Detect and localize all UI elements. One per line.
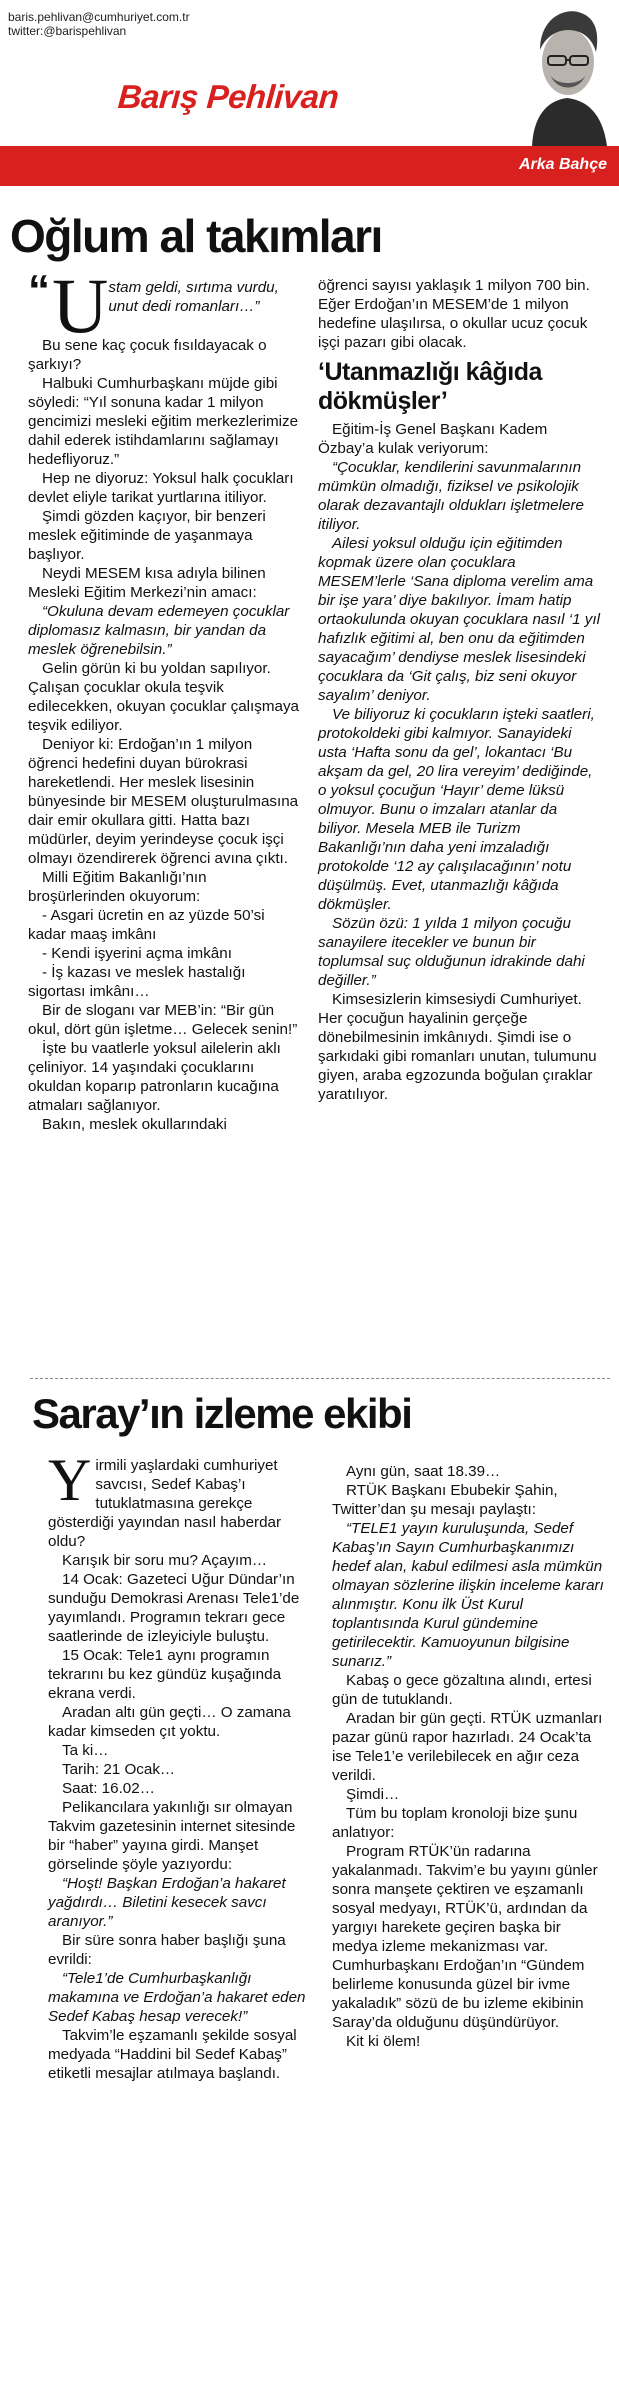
paragraph: Aradan bir gün geçti. RTÜK uzmanları pazar günü rapor hazırladı. 24 Ocak’ta ise Tele1’e verilebilecek en ağır ceza verildi. [332, 1710, 603, 1784]
paragraph: Milli Eğitim Bakanlığı’nın broşürlerinden okuyorum: [28, 869, 207, 905]
section-label: Arka Bahçe [518, 156, 607, 173]
second-article-title: Saray’ın izleme ekibi [32, 1390, 412, 1437]
paragraph: Neydi MESEM kısa adıyla bilinen Mesleki Eğitim Merkezi’nin amacı: [28, 565, 266, 601]
paragraph: Bu sene kaç çocuk fısıldayacak o şarkıyı? [28, 337, 267, 373]
article-title: Oğlum al takımları [10, 210, 382, 262]
quote-paragraph: Sözün özü: 1 yılda 1 milyon çocuğu sanayilere itecekler ve bunun bir toplumsal suç olduğunun idrakinde dahi değiller.” [318, 915, 585, 989]
list-item: - Asgari ücretin en az yüzde 50’si kadar maaş imkânı [28, 907, 265, 943]
drop-cap: U [52, 262, 109, 349]
contact-info [8, 10, 190, 38]
article2-column-left [48, 1447, 316, 2083]
paragraph: Halbuki Cumhurbaşkanı müjde gibi söyledi: “Yıl sonuna kadar 1 milyon gencimizi mesleki eğitim merkezlerimize dahil ederek istihdamlarını sağlamayı hedefliyoruz.” [28, 375, 299, 468]
paragraph: Saat: 16.02… [62, 1780, 155, 1797]
quote-paragraph: “Okuluna devam edemeyen çocuklar diplomasız kalmasın, bir yandan da meslek öğrenebilsin.” [28, 603, 290, 658]
article-divider [30, 1378, 610, 1380]
paragraph: Program RTÜK’ün radarına yakalanmadı. Takvim’e bu yayını günler sonra manşete çektiren ve eşzamanlı sosyal medyayı, RTÜK’ü, ardından da yargıyı harekete geçiren başka bir medya izleme mekanizması var. Cumhurbaşkanı Erdoğan’ın “Gündem belirleme konusunda güzel bir ivme yakaladık” sözü de bu izleme ekibinin Saray’da olduğunu düşündürüyor. [332, 1843, 598, 2031]
article1-column-right [318, 276, 602, 1104]
lead-paragraph [28, 262, 306, 349]
paragraph: Bir de sloganı var MEB’in: “Bir gün okul, dört gün işletme… Gelecek senin!” [28, 1002, 298, 1038]
quote-paragraph: “Tele1’de Cumhurbaşkanlığı makamına ve Erdoğan’a hakaret eden Sedef Kabaş hesap verecek!” [48, 1970, 306, 2025]
paragraph: Pelikancılara yakınlığı sır olmayan Takvim gazetesinin internet sitesinde bir “haber” yayına girdi. Manşet görselinde şöyle yazıyordu: [48, 1799, 296, 1873]
article1-column-left [28, 262, 306, 1134]
paragraph: Kabaş o gece gözaltına alındı, ertesi gün de tutuklandı. [332, 1672, 592, 1708]
paragraph: Aradan altı gün geçti… O zamana kadar kimseden çıt yoktu. [48, 1704, 291, 1740]
quote-paragraph: “Hoşt! Başkan Erdoğan’a hakaret yağdırdı… Biletini kesecek savcı aranıyor.” [48, 1875, 286, 1930]
author-twitter[interactable]: twitter:@barispehlivan [8, 24, 127, 38]
opening-quote-mark: “ [28, 266, 50, 315]
paragraph: Ta ki… [62, 1742, 109, 1759]
paragraph: Karışık bir soru mu? Açayım… [62, 1552, 268, 1569]
quote-paragraph: “TELE1 yayın kuruluşunda, Sedef Kabaş’ın Sayın Cumhurbaşkanımızı hedef alan, kabul edilmesi asla mümkün olmayan sözlerine ilişkin inceleme kararı alınmıştır. Konu ilk Üst Kurul toplantısında Kurul gündemine getirilecektir. Kamuoyunun bilgisine sunarız.” [332, 1520, 604, 1670]
list-item: - İş kazası ve meslek hastalığı sigortası imkânı… [28, 964, 246, 1000]
paragraph: Takvim’le eşzamanlı şekilde sosyal medyada “Haddini bil Sedef Kabaş” etiketli mesajlar atılmaya başlandı. [48, 2027, 297, 2082]
paragraph: Tüm bu toplam kronoloji bize şunu anlatıyor: [332, 1805, 578, 1841]
paragraph: Bir süre sonra haber başlığı şuna evrildi: [48, 1932, 286, 1968]
article2-column-right [332, 1462, 604, 2051]
author-email[interactable]: baris.pehlivan@cumhuriyet.com.tr [8, 10, 190, 24]
paragraph: 15 Ocak: Tele1 aynı programın tekrarını bu kez gündüz kuşağında ekrana verdi. [48, 1647, 282, 1702]
author-name: Barış Pehlivan [116, 78, 340, 115]
paragraph: Bakın, meslek okullarındaki [42, 1116, 227, 1133]
column-header [0, 0, 619, 188]
subheading: ‘Utanmazlığı kâğıda dökmüşler’ [318, 358, 542, 415]
paragraph: Şimdi… [346, 1786, 400, 1803]
quote-paragraph: Ve biliyoruz ki çocukların işteki saatleri, protokoldeki gibi kalmıyor. Sanayideki usta ‘Hafta sonu da gel’, lokantacı ‘Bu akşam da gel, 20 lira vereyim’ dediğinde, o yoksul çocuğun ‘Hayır’ deme lüksü olmuyor. Bunu o imzaları atanlar da biliyor. Mesela MEB ile Turizm Bakanlığı’nın daha yeni imzaladığı protokolde ‘12 ay çalışılacağının’ notu düşülmüş. Evet, utanmazlığı kâğıda dökmüşler. [318, 706, 595, 913]
list-item: - Kendi işyerini açma imkânı [42, 945, 232, 962]
paragraph: Hep ne diyoruz: Yoksul halk çocukları devlet eliyle tarikat yurtlarına itiliyor. [28, 470, 294, 506]
paragraph: Gelin görün ki bu yoldan sapılıyor. Çalışan çocuklar okula teşvik edilecekken, okuyan çocuklar çalışmaya teşvik ediliyor. [28, 660, 299, 734]
paragraph: Aynı gün, saat 18.39… [346, 1463, 501, 1480]
paragraph: 14 Ocak: Gazeteci Uğur Dündar’ın sunduğu Demokrasi Arenası Tele1’de yayımlandı. Programın tekrarı gece saatlerinde de izleyiciyle buluştu. [48, 1571, 300, 1645]
quote-paragraph: Ailesi yoksul olduğu için eğitimden kopmak üzere olan çocuklara MESEM’lerle ‘Sana diploma verelim ama bir işe yara’ diye bakılıyor. İmam hatip ortaokulunda okuyan çocuklara nasıl ‘1 yıl hafızlık eğitimi al, ben onu da eğitimden sayacağım’ dendiyse meslek lisesindeki çocuklara da ‘Git çalış, biz seni okuyor sayalım’ deniyor. [318, 535, 600, 704]
quote-paragraph: “Çocuklar, kendilerini savunmalarının mümkün olmadığı, fiziksel ve psikolojik olarak dezavantajlı oldukları işletmelere itiliyor. [318, 459, 584, 533]
paragraph: Şimdi gözden kaçıyor, bir benzeri meslek eğitiminde de yaşanmaya başlıyor. [28, 508, 266, 563]
paragraph: Kimsesizlerin kimsesiydi Cumhuriyet. Her çocuğun hayalinin gerçeğe dönebilmesinin imkânıydı. Şimdi ise o şarkıdaki gibi romanları unutan, tulumunu giyen, araba egzozunda boğulan çıraklar yaratılıyor. [318, 991, 597, 1103]
paragraph: Kit ki ölem! [346, 2033, 421, 2050]
author-photo [512, 0, 619, 146]
paragraph: irmili yaşlardaki cumhuriyet savcısı, Sedef Kabaş’ı tutuklatmasına gerekçe gösterdiği yayından nasıl haberdar oldu? [48, 1457, 282, 1550]
paragraph: İşte bu vaatlerle yoksul ailelerin aklı çeliniyor. 14 yaşındaki çocuklarını okuldan koparıp patronların kucağına atmaları sağlanıyor. [28, 1040, 281, 1114]
paragraph: RTÜK Başkanı Ebubekir Şahin, Twitter’dan şu mesajı paylaştı: [332, 1482, 558, 1518]
drop-cap: Y [48, 1447, 92, 1513]
paragraph: öğrenci sayısı yaklaşık 1 milyon 700 bin. Eğer Erdoğan’ın MESEM’de 1 milyon hedefine ulaşılırsa, o okullar ucuz çocuk işçi pazarı gibi olacak. [318, 277, 590, 351]
lead-text: stam geldi, sırtıma vurdu, unut dedi romanları…” [108, 279, 279, 315]
paragraph: Eğitim-İş Genel Başkanı Kadem Özbay’a kulak veriyorum: [318, 421, 548, 457]
paragraph: Tarih: 21 Ocak… [62, 1761, 176, 1778]
paragraph: Deniyor ki: Erdoğan’ın 1 milyon öğrenci hedefini duyan bürokrasi hareketlendi. Her meslek lisesinin bünyesinde bir MESEM oluşturulmasına dair emir okullara gitti. Hatta bazı müdürler, deyim yerindeyse çocuk işçi olmayı özendirerek öğrenci avına çıktı. [28, 736, 299, 867]
